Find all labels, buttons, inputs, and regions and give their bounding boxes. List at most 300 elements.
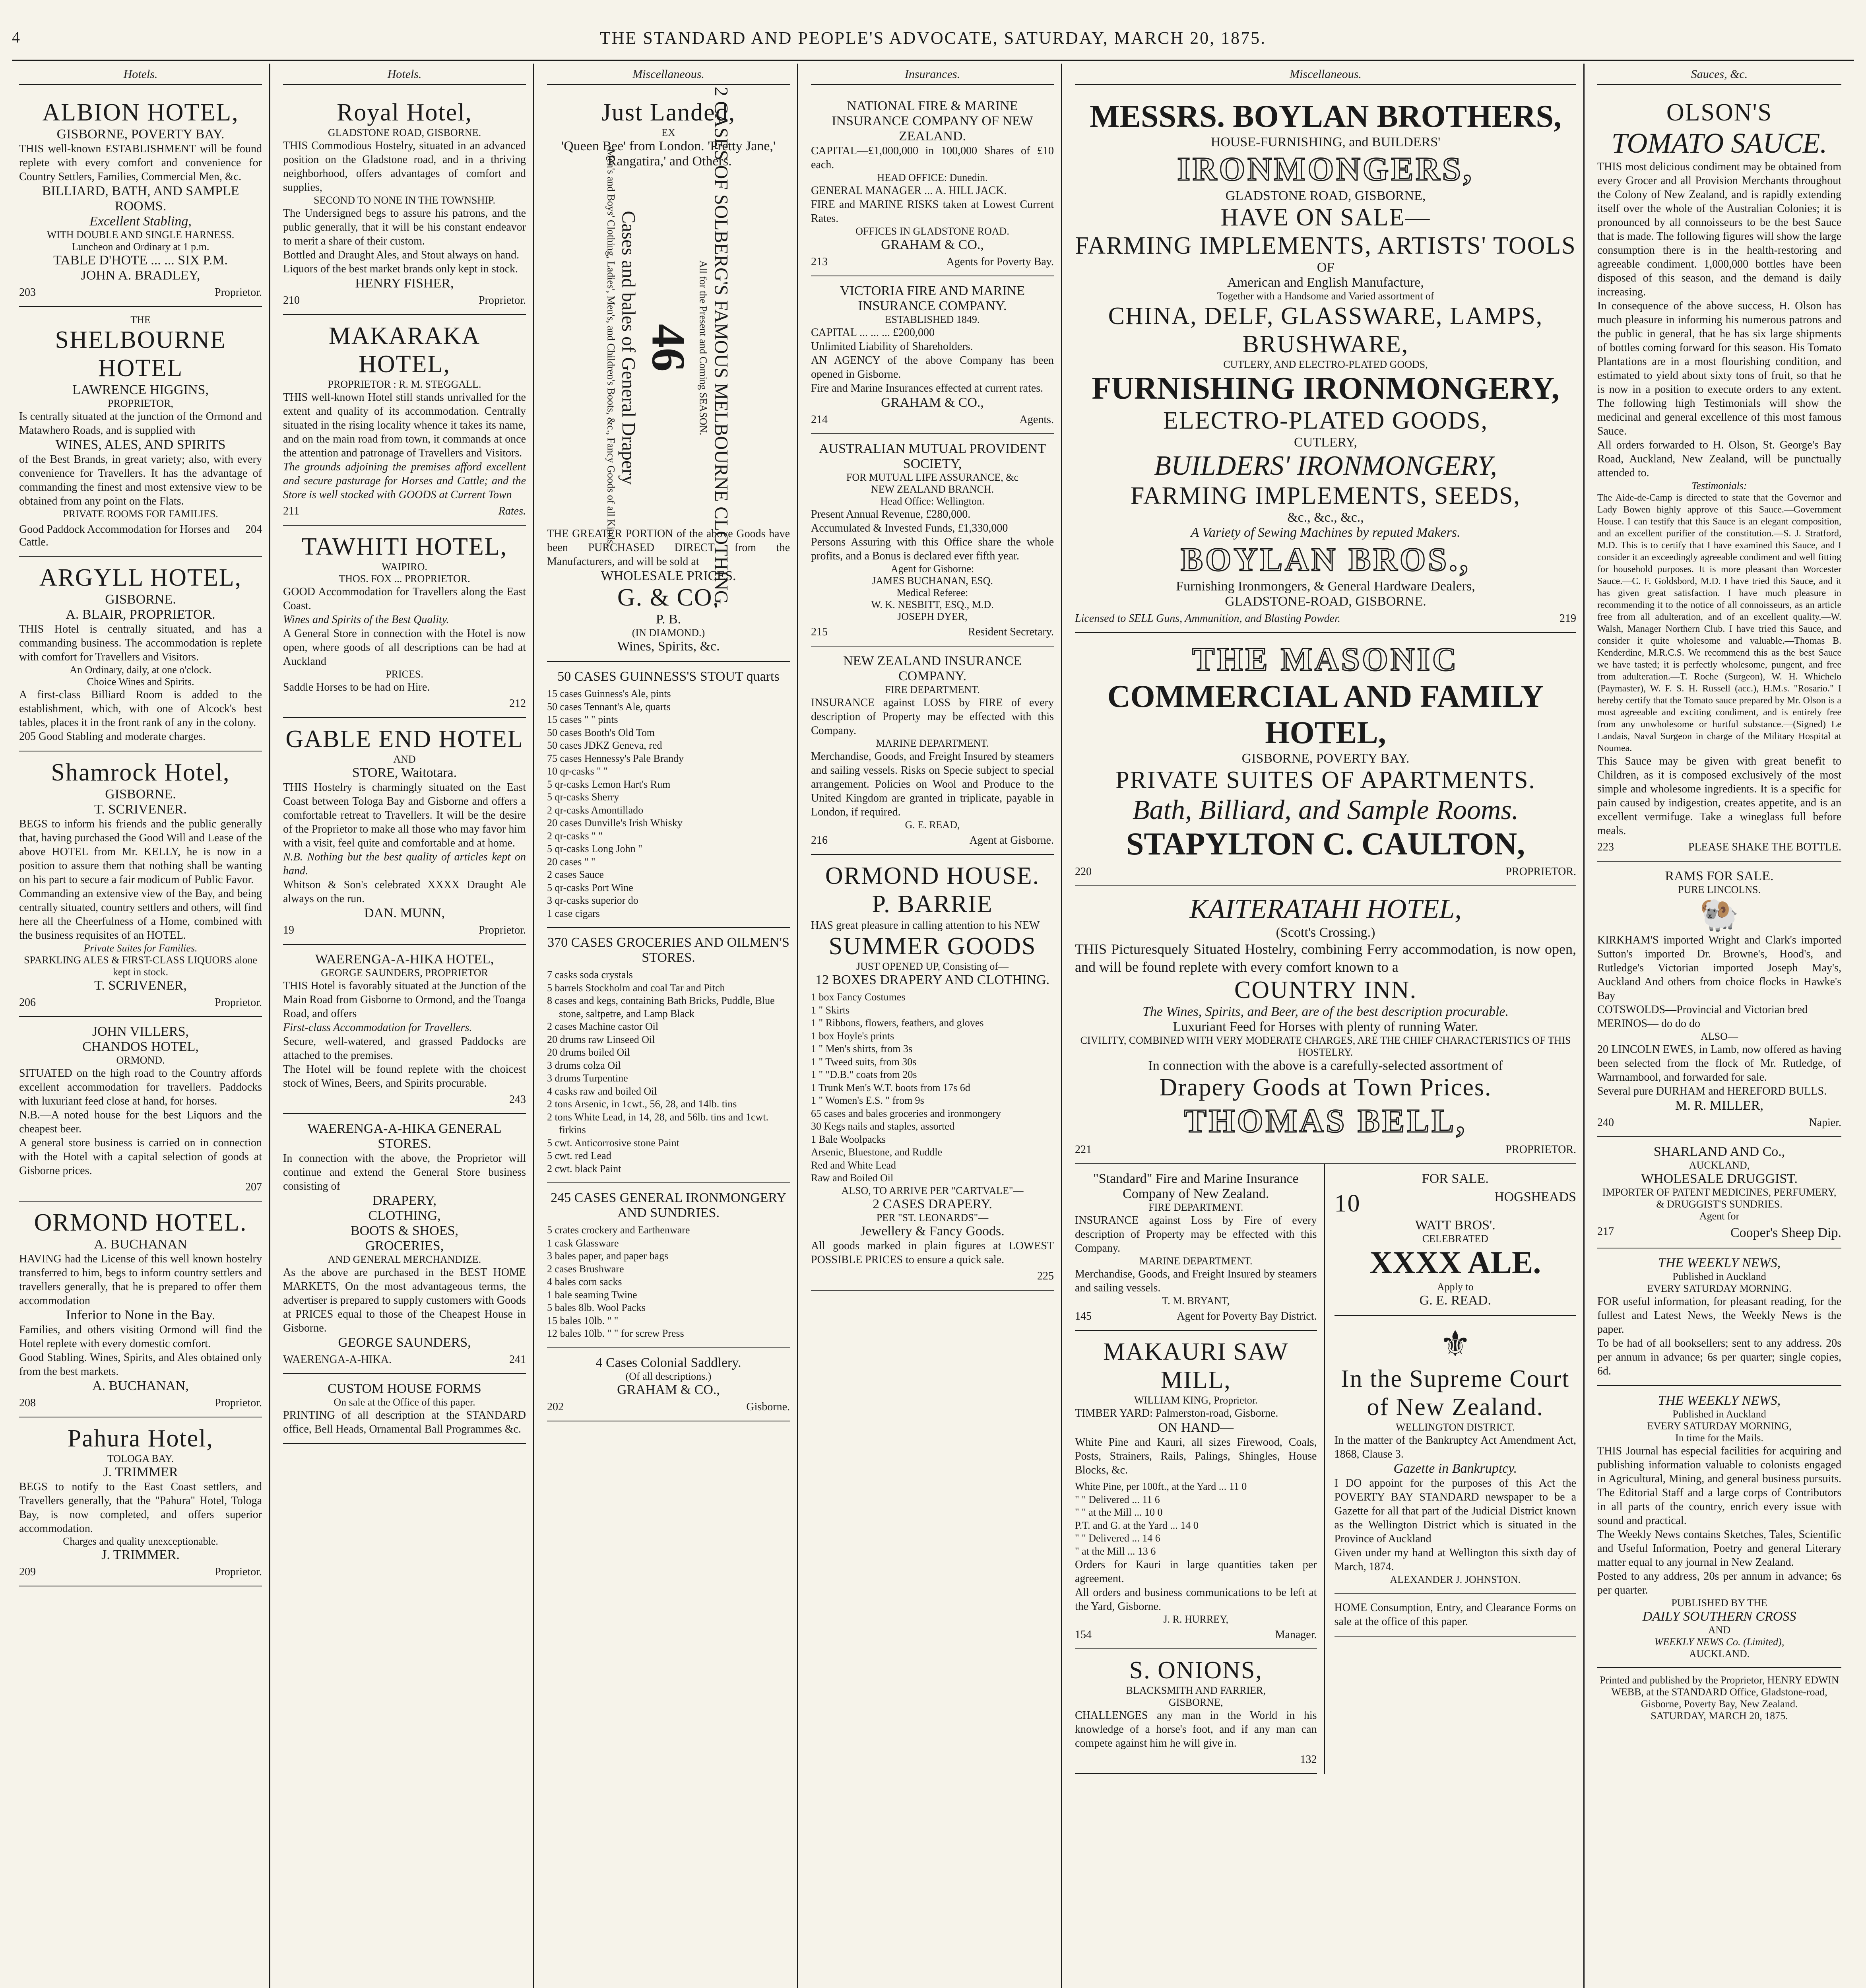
column-hotels-2	[276, 64, 534, 1988]
ad-body: THIS Journal has especial facilities for acquiring and publishing information valuable to colonists engaged in Agricultural, Mining, and general business pursuits. The Editorial Staff and a large corps of Contributors in all parts of the country, enrich every issue with sound and practical.	[1597, 1445, 1841, 1527]
ad-body: A general store business is carried on in connection with the Hotel with a capital selection of goods at Gisborne prices.	[19, 1137, 262, 1177]
ad-number: 221	[1075, 1143, 1092, 1156]
goods-item: 8 cases and kegs, containing Bath Bricks, Puddle, Blue stone, saltpetre, and Lamp Black	[547, 995, 775, 1019]
goods-list	[547, 969, 790, 1175]
ad-body: All goods marked in plain figures at LOWEST POSSIBLE PRICES to ensure a quick sale.	[811, 1239, 1054, 1266]
goods-item: 5 barrels Stockholm and coal Tar and Pitch	[547, 982, 725, 994]
ad-line: EVERY SATURDAY MORNING.	[1647, 1283, 1792, 1294]
ad-line: WHOLESALE DRUGGIST.	[1641, 1171, 1798, 1186]
ad-victoria-insurance	[811, 276, 1054, 434]
ad-makaraka-hotel	[283, 315, 526, 526]
ad-body: Posted to any address, 20s per annum in advance; 6s per quarter.	[1597, 1570, 1841, 1596]
ad-line: 'Queen Bee' from London. 'Pretty Jane,' 'Rangatira,' and Others.	[561, 139, 776, 169]
ad-owner: A. BLAIR, PROPRIETOR.	[66, 607, 215, 622]
ad-line: SPARKLING ALES & FIRST-CLASS LIQUORS alone kept in stock.	[24, 954, 257, 978]
ad-line: WINES, ALES, AND SPIRITS	[55, 437, 226, 452]
ad-groceries-list	[547, 928, 790, 1183]
ad-ormond-house	[811, 855, 1054, 1291]
ad-title: MAKAURI SAW MILL,	[1103, 1338, 1289, 1394]
lower-left-column	[1075, 1164, 1325, 1774]
goods-item: 1 " Tweed suits, from 30s	[811, 1056, 917, 1068]
ad-body: Wines and Spirits of the Best Quality.	[283, 613, 449, 626]
ad-number: 132	[1300, 1753, 1317, 1766]
ad-title: WAERENGA-A-HIKA GENERAL STORES.	[307, 1121, 502, 1151]
ad-place: Napier.	[1809, 1116, 1841, 1129]
ad-title: THE WEEKLY NEWS,	[1658, 1256, 1781, 1270]
ad-owner: HENRY FISHER,	[355, 276, 454, 291]
ad-line: HOUSE-FURNISHING, and BUILDERS'	[1210, 135, 1441, 149]
list-heading: 12 BOXES DRAPERY AND CLOTHING.	[815, 973, 1050, 987]
ad-body: The grounds adjoining the premises afford excellent and secure pasturage for Horses and Cattle; and the Store is well stocked with GOODS at Current Town	[283, 461, 526, 501]
goods-item: 5 cwt. red Lead	[547, 1150, 611, 1161]
ad-line: Inferior to None in the Bay.	[66, 1308, 215, 1322]
ad-weekly-news-2	[1597, 1386, 1841, 1668]
ad-line: OFFICES IN GLADSTONE ROAD.	[855, 225, 1009, 237]
goods-item: Raw and Boiled Oil	[811, 1172, 894, 1184]
ad-number: 207	[245, 1181, 262, 1193]
ad-line: SUMMER GOODS	[828, 933, 1036, 960]
ad-title: S. ONIONS,	[1129, 1657, 1263, 1684]
goods-item: 1 Bale Woolpacks	[811, 1133, 886, 1145]
ad-body: Secure, well-watered, and grassed Paddocks are attached to the premises.	[283, 1035, 526, 1062]
ad-body: Merchandise, Goods, and Freight Insured by steamers and sailing vessels. Risks on Specie subject to special arrangement. Policies on Wool and Produce to the United Kingdom are granted in triplicate, payable in London, if required.	[811, 750, 1054, 818]
ad-owner: PROPRIETOR : R. M. STEGGALL.	[328, 379, 481, 390]
goods-item: 2 qr-casks Amontillado	[547, 804, 644, 816]
ad-gable-end-hotel	[283, 718, 526, 945]
ad-owner: THOS. FOX ... PROPRIETOR.	[339, 573, 470, 584]
ad-owner: J. R. HURREY,	[1163, 1613, 1228, 1625]
ad-line: COUNTRY INN.	[1234, 977, 1417, 1004]
goods-item: 3 drums Turpentine	[547, 1072, 628, 1084]
ad-line: Drapery Goods at Town Prices.	[1159, 1074, 1492, 1101]
ad-title: MESSRS. BOYLAN BROTHERS,	[1090, 99, 1561, 134]
column-miscellaneous-2	[1068, 64, 1585, 1988]
ad-place: GISBORNE,	[1168, 1697, 1223, 1708]
imprint-text: Printed and published by the Proprietor, HENRY EDWIN WEBB, at the STANDARD Office, Gladstone-road, Gisborne, Poverty Bay, New Zealand.	[1600, 1674, 1839, 1710]
ad-body: N.B.—A noted house for the best Liquors and the cheapest beer.	[19, 1109, 262, 1135]
ad-line: NEW ZEALAND BRANCH.	[871, 483, 994, 495]
ad-body: The Undersigned begs to assure his patrons, and the public generally, that it will be his constant endeavor to merit a share of their custom.	[283, 207, 526, 247]
ad-line: The Wines, Spirits, and Beer, are of the best description procurable.	[1142, 1004, 1509, 1019]
rotated-line: 2 CASES OF SOLBERG'S FAMOUS MELBOURNE CLOTHING.	[710, 87, 732, 609]
ad-line: HAVE ON SALE—	[1220, 204, 1431, 231]
ad-chandos-hotel	[19, 1017, 262, 1202]
ad-line: Published in Auckland	[1672, 1408, 1766, 1420]
goods-item: 65 cases and bales groceries and ironmongery	[811, 1107, 1001, 1119]
ad-body: HAS great pleasure in calling attention to his NEW	[811, 919, 1040, 932]
ad-number: 204	[245, 523, 262, 536]
ad-line: CIVILITY, COMBINED WITH VERY MODERATE CHARGES, ARE THE CHIEF CHARACTERISTICS OF THIS HOSTELRY.	[1080, 1035, 1571, 1058]
ad-line: W. K. NESBITT, ESQ., M.D.	[871, 599, 994, 610]
ad-title: Pahura Hotel,	[68, 1425, 213, 1452]
ad-line: FARMING IMPLEMENTS, SEEDS,	[1131, 482, 1521, 509]
ad-title: Royal Hotel,	[337, 99, 472, 126]
ad-line: CELEBRATED	[1422, 1233, 1488, 1244]
ad-number: 213	[811, 256, 828, 268]
goods-item: 1 box Hoyle's prints	[811, 1030, 894, 1042]
ad-line: American and English Manufacture,	[1227, 275, 1424, 290]
ad-title: RAMS FOR SALE.	[1665, 869, 1774, 883]
ad-owner: JOHN VILLERS,	[92, 1024, 189, 1039]
ad-body: THE GREATER PORTION of the above Goods have been PURCHASED DIRECT from the Manufacturers, and will be sold at	[547, 528, 790, 568]
ad-title: THE WEEKLY NEWS,	[1658, 1393, 1781, 1408]
rotated-line: Men's and Boys' Clothing, Ladies', Men's, and Children's Boots, &c., Fancy Goods of all Kinds,	[605, 149, 617, 547]
ad-line: Apply to	[1437, 1281, 1474, 1293]
ad-role: Manager.	[1275, 1629, 1317, 1641]
ad-line: WEEKLY NEWS Co. (Limited),	[1654, 1636, 1785, 1648]
ad-line: JUST OPENED UP, Consisting of—	[856, 961, 1009, 972]
ad-body: HAVING had the License of this well known hostelry transferred to him, begs to inform country settlers and travellers generally, that he is prepared to offer them accommodation	[19, 1253, 262, 1307]
ad-place: GISBORNE.	[105, 592, 176, 607]
ad-line: EVERY SATURDAY MORNING,	[1647, 1420, 1792, 1432]
ad-line: PRIVATE SUITES OF APARTMENTS.	[1115, 767, 1536, 794]
ad-title: AUSTRALIAN MUTUAL PROVIDENT SOCIETY,	[819, 441, 1046, 471]
ad-number: 145	[1075, 1310, 1092, 1322]
ad-line: AND	[393, 753, 416, 765]
ad-owner: GEORGE SAUNDERS, PROPRIETOR	[321, 967, 488, 978]
ad-body: BEGS to inform his friends and the public generally that, having purchased the Good Will and Lease of the above HOTEL from Mr. KELLY, he is now in a position to assure them that nothing shall be wanting on his part to secure a fair modicum of Public Favor.	[19, 818, 262, 886]
ad-title: NEW ZEALAND INSURANCE COMPANY.	[843, 654, 1022, 683]
ad-owner: P. BARRIE	[872, 891, 993, 918]
ad-line: In connection with the above is a carefully-selected assortment of	[1148, 1058, 1503, 1073]
ad-waerenga-hotel	[283, 945, 526, 1114]
goods-item: 7 casks soda crystals	[547, 969, 633, 980]
ad-rams-for-sale	[1597, 862, 1841, 1137]
ad-amp-society	[811, 434, 1054, 646]
ad-owner: JOHN A. BRADLEY,	[81, 268, 200, 283]
masthead	[12, 16, 1854, 61]
ad-place: Gisborne.	[746, 1400, 790, 1413]
ad-body: Fire and Marine Insurances effected at current rates.	[811, 382, 1044, 394]
ad-number: 225	[1037, 1270, 1054, 1282]
ad-body: Merchandise, Goods, and Freight Insured by steamers and sailing vessels.	[1075, 1268, 1317, 1294]
ad-body: THIS Commodious Hostelry, situated in an advanced position on the Gladstone road, and in a thriving neighborhood, offers advantages of comfort and supplies,	[283, 140, 526, 194]
ad-owner: J. TRIMMER.	[101, 1547, 180, 1562]
list-heading: 370 CASES GROCERIES AND OILMEN'S STORES.	[547, 935, 789, 965]
rotated-count: 46	[642, 324, 695, 372]
ad-body: KIRKHAM'S imported Wright and Clark's imported Sutton's imported Dr. Browne's, Hood's, and Rutledge's Victorian imported Joseph May's, Auckland And others from choice flocks in Hawke's Bay	[1597, 934, 1841, 1002]
column-heading: Miscellaneous.	[1075, 68, 1576, 85]
ad-line: In time for the Mails.	[1675, 1432, 1763, 1444]
ad-title: TAWHITI HOTEL,	[301, 533, 508, 560]
ad-number: 214	[811, 414, 828, 426]
ad-custom-house-forms	[283, 1374, 526, 1444]
ad-role: Proprietor.	[215, 996, 262, 1009]
ad-line: On sale at the Office of this paper.	[334, 1396, 475, 1408]
column-heading: Hotels.	[19, 68, 262, 85]
ad-body: THIS Hotel is centrally situated, and has a commanding business. The accommodation is replete with comfort for Travellers and Visitors.	[19, 623, 262, 663]
newspaper-title: THE STANDARD AND PEOPLE'S ADVOCATE, SATURDAY, MARCH 20, 1875.	[599, 28, 1267, 48]
ad-sharland	[1597, 1137, 1841, 1248]
price-list	[1075, 1480, 1317, 1558]
ad-role: Resident Secretary.	[968, 626, 1054, 638]
imprint	[1597, 1674, 1841, 1722]
ad-line: WHOLESALE PRICES.	[601, 569, 736, 583]
ad-line: MARINE DEPARTMENT.	[876, 738, 989, 749]
ad-xxxx-ale	[1335, 1164, 1577, 1316]
ad-line: Excellent Stabling,	[89, 214, 192, 229]
ad-line: FIRE DEPARTMENT.	[1148, 1202, 1243, 1213]
ad-supreme-court	[1335, 1316, 1577, 1594]
ad-title: Shamrock Hotel,	[51, 759, 230, 786]
ad-count: 10	[1334, 1190, 1361, 1217]
ad-owner: T. SCRIVENER,	[94, 978, 187, 993]
ad-body: First-class Accommodation for Travellers.	[283, 1021, 472, 1034]
ad-role: PROPRIETOR.	[1505, 866, 1576, 878]
ad-ormond-hotel	[19, 1202, 262, 1417]
ad-body: The Weekly News contains Sketches, Tales, Scientific and Useful Information, Poetry and general Literary matter equal to any journal in New Zealand.	[1597, 1528, 1841, 1569]
ad-number: 219	[1560, 612, 1576, 625]
ad-body: THIS well-known Hotel still stands unrivalled for the extent and quality of its accommodation. Centrally situated in the rising locality whence it takes its name, and on the main road from town, it commands at once the attention and patronage of Travellers and Visitors.	[283, 391, 526, 459]
ad-shamrock-hotel	[19, 751, 262, 1017]
ad-line: 2 CASES DRAPERY.	[873, 1196, 992, 1211]
ad-role: Proprietor.	[215, 1566, 262, 1578]
goods-item: 2 cases Brushware	[547, 1263, 624, 1275]
list-heading: 50 CASES GUINNESS'S STOUT quarts	[557, 669, 780, 684]
ad-line: BUILDERS' IRONMONGERY,	[1154, 450, 1497, 481]
column-heading: Insurances.	[811, 68, 1054, 85]
ad-number: 216	[811, 834, 828, 846]
ad-line: Gazette in Bankruptcy.	[1393, 1461, 1517, 1476]
ad-place: ORMOND.	[116, 1054, 165, 1066]
ad-title: FOR SALE.	[1422, 1171, 1489, 1186]
ad-brand: G. & CO.	[617, 584, 720, 611]
ad-line: PER "ST. LEONARDS"—	[876, 1211, 989, 1223]
ad-body: All orders and business communications to be left at the Yard, Gisborne.	[1075, 1586, 1317, 1613]
ad-body: THIS Hotel is favorably situated at the Junction of the Main Road from Gisborne to Ormond, and the Toanga Road, and offers	[283, 980, 526, 1020]
ad-body: THIS well-known ESTABLISHMENT will be found replete with every comfort and convenience for Country Settlers, Families, Commercial Men, &c.	[19, 143, 262, 183]
columns	[12, 64, 1854, 1988]
ad-line: Agent for Gisborne:	[890, 563, 974, 575]
ad-shelbourne-hotel	[19, 307, 262, 557]
ad-albion-hotel	[19, 91, 262, 307]
rotated-line: All for the Present and Coming SEASON.	[697, 260, 709, 435]
ad-line: Rates.	[498, 505, 526, 517]
ad-title: MAKARAKA HOTEL,	[328, 322, 481, 378]
goods-item: 5 qr-casks Long John "	[547, 843, 642, 854]
ad-body: PRINTING of all description at the STANDARD office, Bell Heads, Ornamental Ball Programmes &c.	[283, 1409, 526, 1435]
goods-item: 5 bales 8lb. Wool Packs	[547, 1302, 646, 1313]
ad-body: FOR useful information, for pleasant reading, for the fullest and Latest News, the Weekly News is the paper.	[1597, 1295, 1841, 1336]
ad-line: Cooper's Sheep Dip.	[1730, 1225, 1841, 1240]
ad-place: AUCKLAND,	[1689, 1159, 1750, 1171]
ad-role: Agents for Poverty Bay.	[946, 256, 1054, 268]
ad-line: Private Suites for Families.	[83, 942, 198, 954]
ad-olsons-tomato-sauce	[1597, 91, 1841, 862]
ad-line: COMMERCIAL AND FAMILY HOTEL,	[1107, 679, 1544, 750]
ad-line: Jewellery & Fancy Goods.	[860, 1223, 1005, 1239]
ad-title: Just Landed,	[601, 99, 736, 126]
ad-line: SECOND TO NONE IN THE TOWNSHIP.	[314, 194, 495, 206]
ad-line: BLACKSMITH AND FARRIER,	[1126, 1685, 1266, 1696]
ad-role: Agent at Gisborne.	[969, 834, 1054, 846]
lower-right-column	[1335, 1164, 1577, 1774]
ad-waerenga-stores	[283, 1114, 526, 1374]
ad-line: PURE LINCOLNS.	[1678, 884, 1761, 895]
list-heading: 245 CASES GENERAL IRONMONGERY AND SUNDRIES.	[551, 1190, 786, 1220]
ad-owner: THOMAS BELL,	[1184, 1103, 1467, 1140]
ad-line: PUBLISHED BY THE	[1671, 1597, 1767, 1609]
ad-title: ORMOND HOUSE.	[825, 862, 1040, 889]
ad-title: KAITERATAHI HOTEL,	[1189, 894, 1462, 924]
ad-owner: WILLIAM KING, Proprietor.	[1134, 1394, 1258, 1406]
ad-place: GLADSTONE ROAD, GISBORNE.	[328, 127, 481, 138]
ad-national-insurance	[811, 91, 1054, 276]
goods-item: 1 " Skirts	[811, 1004, 850, 1016]
ad-line: XXXX ALE.	[1369, 1245, 1541, 1280]
ad-line: (Of all descriptions.)	[625, 1370, 712, 1382]
price-item: " " Delivered ... 11 6	[1075, 1493, 1160, 1505]
goods-item: CLOTHING,	[368, 1208, 441, 1223]
column-heading: Sauces, &c.	[1597, 68, 1841, 85]
ad-title: VICTORIA FIRE AND MARINE INSURANCE COMPANY.	[840, 283, 1025, 313]
goods-list	[547, 1224, 790, 1340]
goods-item: 3 drums colza Oil	[547, 1059, 621, 1071]
ad-stout-list	[547, 662, 790, 928]
goods-item: 15 cases " " pints	[547, 714, 618, 725]
ad-body: 20 LINCOLN EWES, in Lamb, now offered as having been selected from the flock of Mr. Rutledge, of Warrnambool, and forwarded for sale.	[1597, 1043, 1841, 1083]
ad-body: Families, and others visiting Ormond will find the Hotel replete with every domestic comfort.	[19, 1324, 262, 1350]
ad-body: INSURANCE against Loss by Fire of every description of Property may be effected with this Company.	[1075, 1214, 1317, 1254]
ad-title: ARGYLL HOTEL,	[39, 564, 242, 591]
ad-body: The Aide-de-Camp is directed to state that the Governor and Lady Bowen highly approve of this Sauce.—Government House. I can testify that this Sauce is an elegant composition, and an excellent purifier of the constitution.—S. J. Stratford, M.D. This is to certify that I have examined this Sauce, and I consider it an exceedingly agreeable condiment and well fitting for household purposes. It is more pleasant than Worcester Sauce.—C. F. Goldsbord, M.D. I have tried this Sauce, and it has given great satisfaction. I have much pleasure in recommending it to the notice of all connoisseurs, as an article free from all adulteration, and of an excellent quality.—W. Walsh, Manager Northern Club. I have tried this Sauce, and consider it quite wholesome and valuable.—Thomas B. Kenderdine, M.R.C.S. We recommend this as the best Sauce we have tasted; it is perfectly wholesome, pungent, and free from adulteration.—T. Roche (Surgeon), W. H. Whichelo (Paymaster), W. F. S. H. Russell (acc.), H.M.s. "Rosario." I hereby certify that the Tomato sauce prepared by Mr. Olson is a most agreeable and exciting condiment, and is entirely free from any unwholesome or hurtful substance.—(Signed) Le Landais, Naval Surgeon in charge of the Military Hospital at Noumea.	[1597, 493, 1841, 753]
ad-body: Accumulated & Invested Funds, £1,330,000	[811, 522, 1008, 534]
goods-item: 10 qr-casks " "	[547, 765, 608, 777]
imprint-date: SATURDAY, MARCH 20, 1875.	[1651, 1710, 1788, 1722]
ad-role: Proprietor.	[479, 294, 526, 307]
ad-body: Liquors of the best market brands only kept in stock.	[283, 263, 518, 275]
ad-owner: G. E. READ,	[905, 819, 960, 831]
lower-split	[1075, 1164, 1576, 1774]
ad-body: N.B. Nothing but the best quality of articles kept on hand.	[283, 851, 526, 877]
ad-body: SITUATED on the high road to the Country affords excellent accommodation for travellers. Paddocks with luxuriant feed close at hand, for horses.	[19, 1067, 262, 1107]
goods-item: Arsenic, Bluestone, and Ruddle	[811, 1146, 942, 1158]
goods-item: 15 cases Guinness's Ale, pints	[547, 688, 671, 699]
ad-line: PRIVATE ROOMS FOR FAMILIES.	[63, 508, 218, 520]
ad-number: 203	[19, 286, 36, 299]
ad-line: Luxuriant Feed for Horses with plenty of running Water.	[1173, 1019, 1478, 1034]
goods-item: 3 bales paper, and paper bags	[547, 1250, 669, 1262]
ad-number: 19	[283, 924, 294, 936]
ad-line: HOGSHEADS	[1494, 1190, 1576, 1204]
goods-item: 5 qr-casks Sherry	[547, 791, 619, 803]
ad-line: &c., &c., &c.,	[1287, 510, 1364, 525]
ad-body: Unlimited Liability of Shareholders.	[811, 340, 973, 353]
ad-line: CUTLERY,	[1294, 435, 1357, 450]
ad-body: COTSWOLDS—Provincial and Victorian bred	[1597, 1004, 1808, 1016]
goods-item: 1 " Ribbons, flowers, feathers, and gloves	[811, 1017, 984, 1029]
goods-item: AND GENERAL MERCHANDIZE.	[328, 1254, 481, 1265]
ad-owner: JOSEPH DYER,	[897, 611, 968, 622]
goods-item: 1 Trunk Men's W.T. boots from 17s 6d	[811, 1081, 970, 1093]
ad-place: GLADSTONE ROAD, GISBORNE,	[1225, 188, 1426, 203]
ad-number: 202	[547, 1400, 564, 1413]
ad-owner: GRAHAM & CO.,	[881, 395, 984, 410]
page-number: 4	[12, 28, 20, 46]
ad-body: As the above are purchased in the BEST HOME MARKETS, On the most advantageous terms, the advertiser is prepared to supply customers with Goods at PRICES equal to those of the Cheapest House in Gisborne.	[283, 1266, 526, 1334]
column-sauces	[1590, 64, 1849, 1988]
ad-line: ELECTRO-PLATED GOODS,	[1163, 407, 1488, 434]
column-heading: Miscellaneous.	[547, 68, 790, 85]
ad-boylan-brothers	[1075, 91, 1576, 633]
ad-makauri-saw-mill	[1075, 1331, 1317, 1649]
ad-body: I DO appoint for the purposes of this Act the POVERTY BAY STANDARD newspaper to be a Gazette for all that part of the Judicial District known as the Wellington District which is situated in the Province of Auckland	[1334, 1477, 1576, 1545]
goods-item: 1 case cigars	[547, 907, 600, 919]
ad-line: Luncheon and Ordinary at 1 p.m.	[72, 241, 209, 252]
goods-list	[811, 991, 1054, 1185]
goods-item: DRAPERY,	[372, 1193, 436, 1208]
ad-title: CHANDOS HOTEL,	[82, 1039, 199, 1054]
ad-body: The Hotel will be found replete with the choicest stock of Wines, Beers, and Spirits procurable.	[283, 1063, 526, 1089]
ad-line: OF	[1317, 260, 1335, 275]
ad-ironmongery-list	[547, 1183, 790, 1348]
ad-body: of the Best Brands, in great variety; also, with every convenience for Travellers. It has the advantage of commanding the finest and most extensive view to be obtained from any point on the Flats.	[19, 453, 262, 507]
ad-body: CAPITAL—£1,000,000 in 100,000 Shares of £10 each.	[811, 145, 1054, 171]
ad-owner: T. M. BRYANT,	[1162, 1295, 1230, 1307]
goods-list	[547, 687, 790, 920]
ad-line: Bath, Billiard, and Sample Rooms.	[1132, 795, 1519, 825]
ad-title: GABLE END HOTEL	[285, 726, 524, 753]
ad-owner: G. E. READ.	[1419, 1293, 1491, 1308]
goods-item: 20 drums boiled Oil	[547, 1046, 630, 1058]
price-item: " " Delivered ... 14 6	[1075, 1532, 1160, 1544]
ad-body: Persons Assuring with this Office share the whole profits, and a Bonus is declared ever fifth year.	[811, 536, 1054, 562]
ad-body: Several pure DURHAM and HEREFORD BULLS.	[1597, 1085, 1827, 1097]
ad-line: WATT BROS'.	[1415, 1218, 1496, 1233]
ad-number: 209	[19, 1566, 36, 1578]
ad-line: PRICES.	[386, 668, 423, 680]
ad-line: WITH DOUBLE AND SINGLE HARNESS.	[47, 229, 235, 241]
ad-owner: ALEXANDER J. JOHNSTON.	[1390, 1574, 1521, 1585]
ad-number: 206	[19, 996, 36, 1009]
ram-icon: 🐏	[1699, 897, 1739, 932]
ad-line: Charges and quality unexceptionable.	[63, 1536, 218, 1547]
ad-place: GISBORNE.	[105, 787, 176, 802]
goods-item: 1 cask Glassware	[547, 1237, 619, 1249]
ad-line: Published in Auckland	[1672, 1271, 1766, 1282]
rotated-line: Cases and bales of General Drapery	[618, 211, 639, 485]
ad-body: CHALLENGES any man in the World in his knowledge of a horse's foot, and if any man can compete against him he will give in.	[1075, 1709, 1317, 1749]
ad-role: PROPRIETOR,	[108, 398, 173, 409]
ad-title: OLSON'S	[1666, 99, 1773, 126]
ad-role: Agent for Poverty Bay District.	[1177, 1310, 1317, 1322]
ad-number: 240	[1597, 1116, 1614, 1129]
ad-number: 215	[811, 626, 828, 638]
ad-saddlery	[547, 1348, 790, 1421]
goods-item: 20 cases " "	[547, 856, 595, 868]
ad-line: ESTABLISHED 1849.	[885, 314, 980, 325]
ad-weekly-news-1	[1597, 1248, 1841, 1386]
ad-line: BOYLAN BROS.,	[1180, 541, 1471, 578]
ad-body: GENERAL MANAGER ... A. HILL JACK.	[811, 184, 1007, 197]
ad-body: Given under my hand at Wellington this sixth day of March, 1874.	[1334, 1547, 1576, 1573]
goods-item: 1 " Women's E.S. " from 9s	[811, 1095, 924, 1106]
ad-body: INSURANCE against LOSS by FIRE of every description of Property may be effected with this Company.	[811, 697, 1054, 737]
ad-line: An Ordinary, daily, at one o'clock.	[70, 664, 211, 676]
ad-body: White Pine and Kauri, all sizes Firewood, Coals, Posts, Strainers, Rails, Palings, Shingles, House Blocks, &c.	[1075, 1436, 1317, 1476]
ad-line: Wines, Spirits, &c.	[617, 639, 720, 654]
ad-line: FIRE DEPARTMENT.	[885, 684, 980, 695]
goods-item: 2 cases Sauce	[547, 869, 604, 880]
ad-place: GISBORNE, POVERTY BAY.	[56, 127, 225, 142]
ad-title: SHARLAND AND Co.,	[1653, 1144, 1785, 1159]
goods-item: 2 qr-casks " "	[547, 830, 603, 842]
ad-line: CHINA, DELF, GLASSWARE, LAMPS, BRUSHWARE,	[1108, 303, 1543, 358]
goods-item: Red and White Lead	[811, 1159, 896, 1171]
ad-owner: T. SCRIVENER.	[94, 802, 187, 817]
ad-line: P. B.	[656, 612, 681, 627]
goods-item: 1 " "D.B." coats from 20s	[811, 1069, 917, 1080]
